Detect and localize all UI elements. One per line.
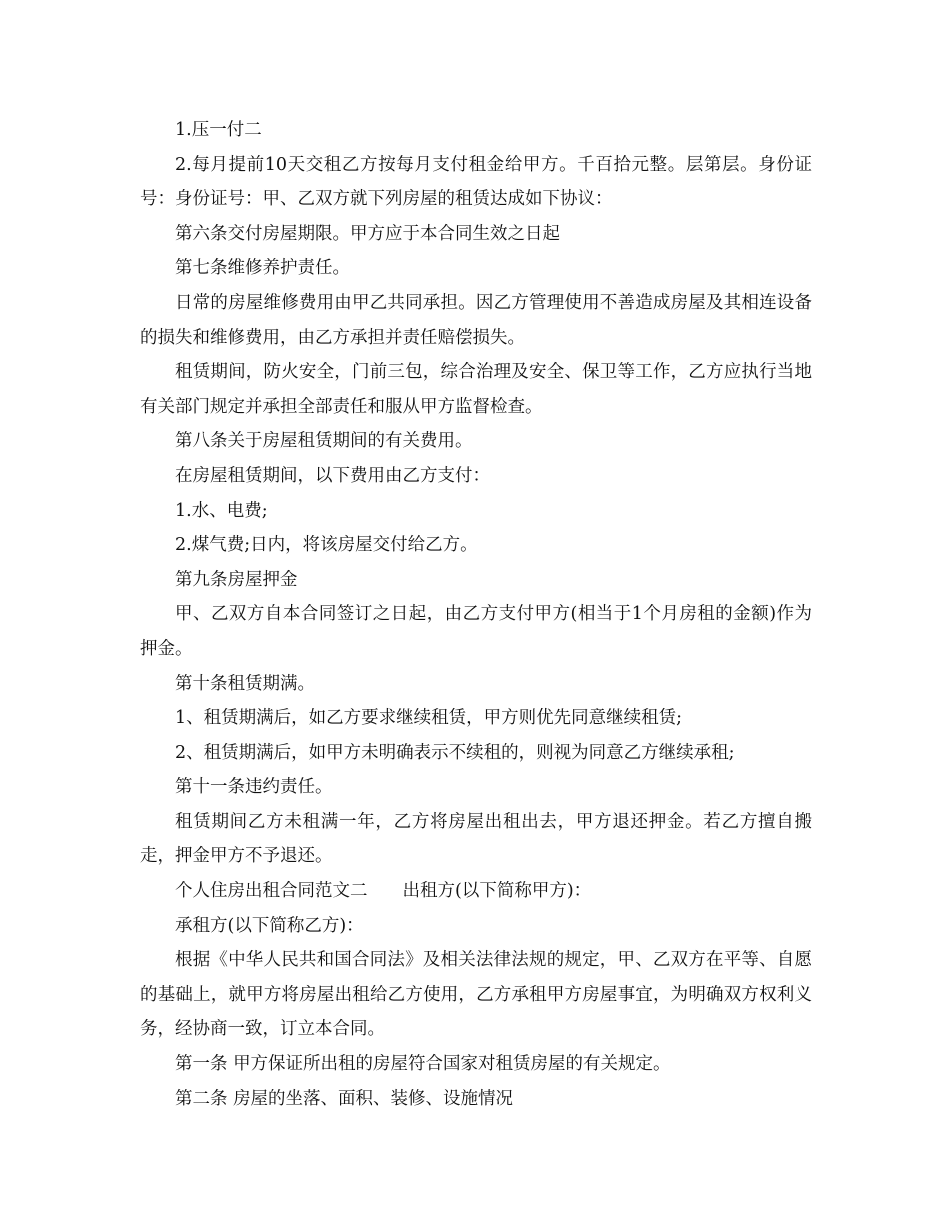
paragraph-renewal-1: 1、租赁期满后，如乙方要求继续租赁，甲方则优先同意继续租赁; <box>175 708 683 729</box>
paragraph-contract-two-lessor: 个人住房出租合同范文二 出租方(以下简称甲方)： <box>175 881 592 902</box>
paragraph-fees-intro: 在房屋租赁期间，以下费用由乙方支付： <box>175 465 490 486</box>
paragraph-article-7-heading: 第七条维修养护责任。 <box>175 258 350 279</box>
paragraph-article-6: 第六条交付房屋期限。甲方应于本合同生效之日起 <box>175 223 560 244</box>
paragraph-deposit: 甲、乙双方自本合同签订之日起，由乙方支付甲方(相当于1个月房租的金额)作为押金。 <box>140 604 812 659</box>
paragraph-article-2: 第二条 房屋的坐落、面积、装修、设施情况 <box>175 1088 514 1109</box>
paragraph-lessee: 承租方(以下简称乙方)： <box>175 915 364 936</box>
paragraph-fee-gas: 2.煤气费;日内，将该房屋交付给乙方。 <box>175 535 478 556</box>
paragraph-article-11-heading: 第十一条违约责任。 <box>175 777 333 798</box>
paragraph-renewal-2: 2、租赁期满后，如甲方未明确表示不续租的，则视为同意乙方继续承租; <box>175 742 735 763</box>
paragraph-legal-basis: 根据《中华人民共和国合同法》及相关法律法规的规定，甲、乙双方在平等、自愿的基础上，就甲方将房屋出租给乙方使用，乙方承租甲方房屋事宜，为明确双方权利义务，经协商一致，订立本合同。 <box>140 950 812 1040</box>
paragraph-article-10-heading: 第十条租赁期满。 <box>175 673 315 694</box>
paragraph-article-9-heading: 第九条房屋押金 <box>175 569 298 590</box>
paragraph-article-1: 第一条 甲方保证所出租的房屋符合国家对租赁房屋的有关规定。 <box>175 1054 671 1075</box>
paragraph-maintenance-cost: 日常的房屋维修费用由甲乙共同承担。因乙方管理使用不善造成房屋及其相连设备的损失和维修费用，由乙方承担并责任赔偿损失。 <box>140 292 812 348</box>
paragraph-article-8-heading: 第八条关于房屋租赁期间的有关费用。 <box>175 431 473 452</box>
document-body <box>140 113 812 1116</box>
paragraph-monthly-rent: 2.每月提前10天交租乙方按每月支付租金给甲方。千百拾元整。层第层。身份证号：身份证号：甲、乙双方就下列房屋的租赁达成如下协议： <box>140 154 812 210</box>
paragraph-payment-method: 1.压一付二 <box>175 120 262 140</box>
paragraph-fee-water-electricity: 1.水、电费; <box>175 500 268 521</box>
paragraph-breach: 租赁期间乙方未租满一年，乙方将房屋出租出去，甲方退还押金。若乙方擅自搬走，押金甲方不予退还。 <box>140 811 812 867</box>
paragraph-safety-duty: 租赁期间，防火安全，门前三包，综合治理及安全、保卫等工作，乙方应执行当地有关部门规定并承担全部责任和服从甲方监督检查。 <box>140 362 812 417</box>
